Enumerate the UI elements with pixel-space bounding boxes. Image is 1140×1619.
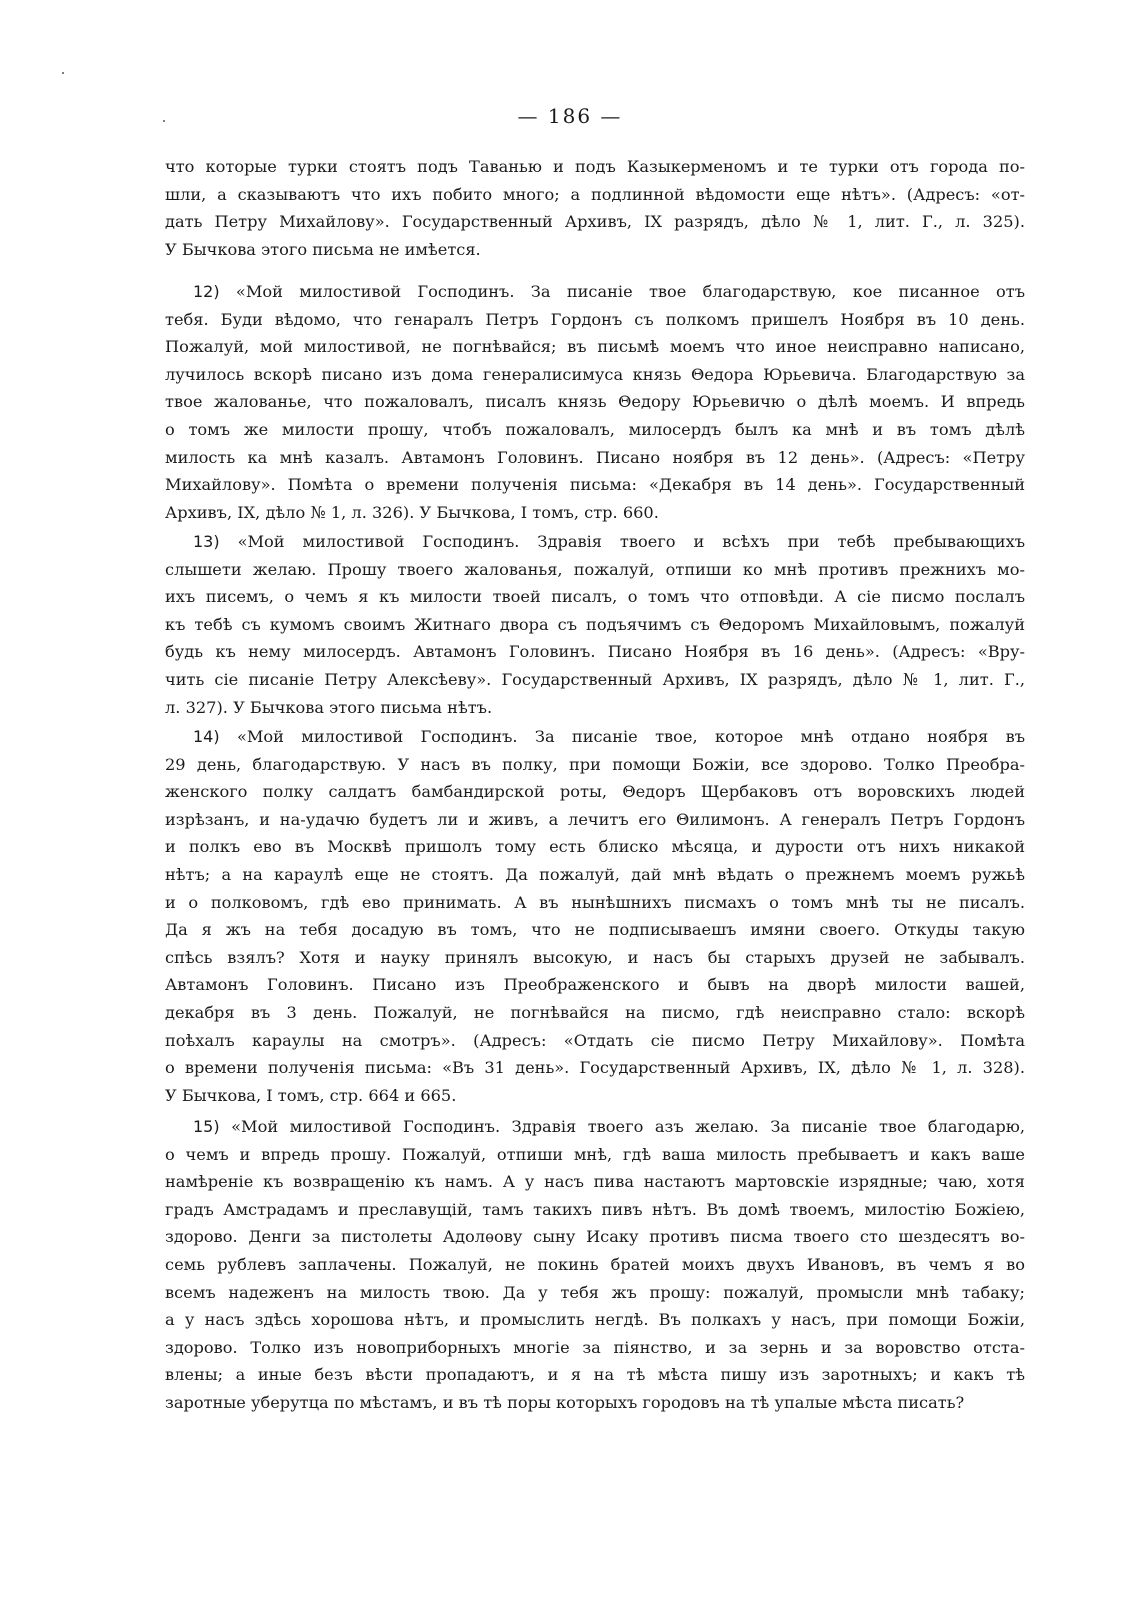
text-line: здорово. Толко изъ новоприборныхъ многіе за піянство, и за зернь и за воровство отста- (165, 1337, 1025, 1357)
text-line: Архивъ, IX, дѣло № 1, л. 326). У Бычкова, I томъ, стр. 660. (165, 502, 659, 522)
text-line: Да я жъ на тебя досадую въ томъ, что не подписываешъ имяни своего. Откуды такую (165, 920, 1025, 940)
letter-number: 12) (193, 282, 220, 301)
letter-13 (165, 528, 1025, 721)
text-line: а у насъ здѣсь хорошова нѣтъ, и промыслить негдѣ. Въ полкахъ у насъ, при помощи Божіи, (165, 1310, 1025, 1330)
text-line (165, 1113, 1025, 1141)
letter-first-line: «Мой милостивой Господинъ. За писаніе твое благодарствую, кое писанное отъ (235, 282, 1025, 301)
page-number: — 186 — (517, 104, 623, 128)
letter-12 (165, 278, 1025, 526)
text-line: Михайлову». Помѣта о времени полученія письма: «Декабря въ 14 день». Государственный (165, 475, 1025, 495)
continuation-paragraph (165, 153, 1025, 263)
letter-first-line: «Мой милостивой Господинъ. За писаніе твое, которое мнѣ отдано ноября въ (236, 727, 1025, 746)
text-line: намѣреніе къ возвращенію къ намъ. А у насъ пива настаютъ мартовскіе изрядные; чаю, хотя (165, 1172, 1025, 1192)
text-line: слышети желаю. Прошу твоего жалованья, пожалуй, отпиши ко мнѣ противъ прежнихъ мо- (165, 559, 1025, 579)
text-line: тебя. Буди вѣдомо, что генаралъ Петръ Гордонъ съ полкомъ пришелъ Ноября въ 10 день. (165, 309, 1025, 329)
text-line: будь къ нему милосердъ. Автамонъ Головинъ. Писано Ноября въ 16 день». (Адресъ: «Вру- (165, 642, 1025, 662)
text-line: о чемъ и впредь прошу. Пожалуй, отпиши мнѣ, гдѣ ваша милость пребываетъ и какъ ваше (165, 1144, 1025, 1164)
letter-number: 15) (193, 1117, 220, 1136)
letter-14 (165, 723, 1025, 1109)
text-line (165, 278, 1025, 306)
text-line: всемъ надеженъ на милость твою. Да у тебя жъ прошу: пожалуй, промысли мнѣ табаку; (165, 1282, 1025, 1302)
text-line: о томъ же милости прошу, чтобъ пожаловалъ, милосердъ былъ ка мнѣ и въ томъ дѣлѣ (165, 419, 1025, 439)
text-line: влены; а иные безъ вѣсти пропадаютъ, и я на тѣ мѣста пишу изъ заротныхъ; и какъ тѣ (165, 1365, 1025, 1385)
text-line: декабря въ 3 день. Пожалуй, не погнѣвайся на писмо, гдѣ неисправно стало: вскорѣ (165, 1002, 1025, 1022)
text-line: лучилось вскорѣ писано изъ дома генералисимуса князь Θедора Юрьевича. Благодарствую за (165, 364, 1025, 384)
text-line: что которые турки стоятъ подъ Таванью и подъ Казыкерменомъ и те турки отъ города по- (165, 157, 1025, 176)
text-line: о времени полученія письма: «Въ 31 день». Государственный Архивъ, IX, дѣло № 1, л. 328). (165, 1058, 1025, 1078)
text-line: Пожалуй, мой милостивой, не погнѣвайся; въ письмѣ моемъ что иное неисправно написано, (165, 337, 1025, 357)
text-line: женского полку салдатъ бамбандирской роты, Θедоръ Щербаковъ отъ воровскихъ людей (165, 782, 1025, 802)
text-line (165, 528, 1025, 556)
text-line: чить сіе писаніе Петру Алексѣеву». Государственный Архивъ, IX разрядъ, дѣло № 1, лит. Г., (165, 669, 1025, 689)
text-line: заротные уберутца по мѣстамъ, и въ тѣ поры которыхъ городовъ на тѣ упалые мѣста писать? (165, 1392, 965, 1412)
text-line: ихъ писемъ, о чемъ я къ милости твоей писалъ, о томъ что отповѣди. А сіе писмо послалъ (165, 587, 1025, 607)
scan-speck (62, 72, 64, 74)
text-line: дать Петру Михайлову». Государственный Архивъ, IX разрядъ, дѣло № 1, лит. Г., л. 325). (165, 212, 1025, 232)
text-line: твое жалованье, что пожаловалъ, писалъ князь Θедору Юрьевичю о дѣлѣ моемъ. И впредь (165, 392, 1025, 412)
text-line: У Бычкова этого письма не имѣется. (165, 239, 481, 259)
text-line: къ тебѣ съ кумомъ своимъ Житнаго двора съ подъячимъ съ Θедоромъ Михайловымъ, пожалуй (165, 614, 1025, 634)
text-line: поѣхалъ караулы на смотръ». (Адресъ: «Отдать сіе писмо Петру Михайлову». Помѣта (165, 1030, 1025, 1050)
text-line: л. 327). У Бычкова этого письма нѣтъ. (165, 697, 493, 717)
text-line: здорово. Денги за пистолеты Адолѳову сыну Исаку противъ писма твоего сто шездесятъ во- (165, 1227, 1025, 1247)
letter-number: 13) (193, 532, 220, 551)
text-line: 29 день, благодарствую. У насъ въ полку, при помощи Божіи, все здорово. Толко Преобра- (165, 754, 1025, 774)
text-line: спѣсь взялъ? Хотя и науку принялъ высокую, и насъ бы старыхъ друзей не забывалъ. (165, 947, 1025, 967)
text-line: изрѣзанъ, и на-удачю будетъ ли и живъ, а лечитъ его Θилимонъ. А генералъ Петръ Гордонъ (165, 809, 1025, 829)
text-line (165, 723, 1025, 751)
letter-first-line: «Мой милостивой Господинъ. Здравія твоего и всѣхъ при тебѣ пребывающихъ (237, 532, 1025, 551)
text-line: милость ка мнѣ казалъ. Автамонъ Головинъ. Писано ноября въ 12 день». (Адресъ: «Петру (165, 447, 1025, 467)
text-line: и о полковомъ, гдѣ ево принимать. А въ нынѣшнихъ писмахъ о томъ мнѣ ты не писалъ. (165, 892, 1025, 912)
letter-number: 14) (193, 727, 220, 746)
text-line: нѣтъ; а на караулѣ еще не стоятъ. Да пожалуй, дай мнѣ вѣдать о прежнемъ моемъ ружьѣ (165, 864, 1025, 884)
text-line: семь рублевъ заплачены. Пожалуй, не покинь братей моихъ двухъ Ивановъ, въ чемъ я во (165, 1254, 1025, 1274)
letter-15 (165, 1113, 1025, 1417)
text-line: градъ Амстрадамъ и преславущій, тамъ такихъ пивъ нѣтъ. Въ домѣ твоемъ, милостію Божіею, (165, 1199, 1025, 1219)
text-line: Автамонъ Головинъ. Писано изъ Преображенского и бывъ на дворѣ милости вашей, (165, 975, 1025, 995)
letter-first-line: «Мой милостивой Господинъ. Здравія твоего азъ желаю. За писаніе твое благодарю, (231, 1117, 1025, 1136)
text-line: и полкъ ево въ Москвѣ пришолъ тому есть блиско мѣсяца, и дурости отъ нихъ никакой (165, 837, 1025, 857)
text-line: У Бычкова, I томъ, стр. 664 и 665. (165, 1085, 457, 1105)
text-line: шли, а сказываютъ что ихъ побито много; а подлинной вѣдомости еще нѣтъ». (Адресъ: «от- (165, 184, 1025, 204)
